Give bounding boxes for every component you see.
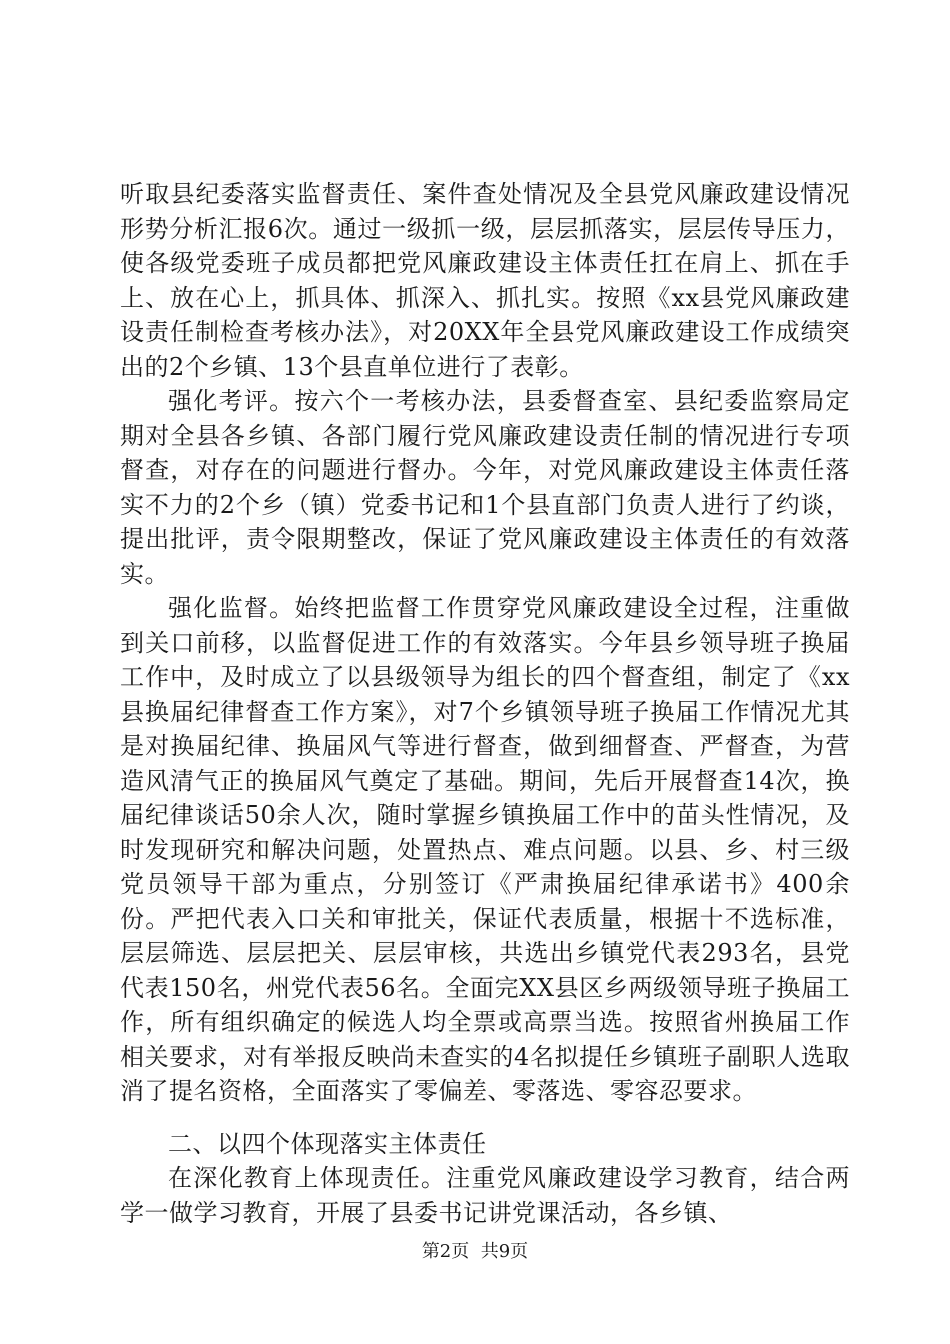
body-paragraph-4: 在深化教育上体现责任。注重党风廉政建设学习教育，结合两学一做学习教育，开展了县委书记讲党课活动，各乡镇、 <box>120 1164 850 1227</box>
document-body <box>120 177 850 1230</box>
body-paragraph-1: 听取县纪委落实监督责任、案件查处情况及全县党风廉政建设情况形势分析汇报6次。通过一级抓一级，层层抓落实，层层传导压力，使各级党委班子成员都把党风廉政建设主体责任扛在肩上、抓在手上、放在心上，抓具体、抓深入、抓扎实。按照《xx县党风廉政建设责任制检查考核办法》，对20XX年全县党风廉政建设工作成绩突出的2个乡镇、13个县直单位进行了表彰。 <box>120 180 850 381</box>
body-paragraph-3: 强化监督。始终把监督工作贯穿党风廉政建设全过程，注重做到关口前移，以监督促进工作的有效落实。今年县乡领导班子换届工作中，及时成立了以县级领导为组长的四个督查组，制定了《xx县换届纪律督查工作方案》，对7个乡镇领导班子换届工作情况尤其是对换届纪律、换届风气等进行督查，做到细督查、严督查，为营造风清气正的换届风气奠定了基础。期间，先后开展督查14次，换届纪律谈话50余人次，随时掌握乡镇换届工作中的苗头性情况，及时发现研究和解决问题，处置热点、难点问题。以县、乡、村三级党员领导干部为重点，分别签订《严肃换届纪律承诺书》400余份。严把代表入口关和审批关，保证代表质量，根据十不选标准，层层筛选、层层把关、层层审核，共选出乡镇党代表293名，县党代表150名，州党代表56名。全面完XX县区乡两级领导班子换届工作，所有组织确定的候选人均全票或高票当选。按照省州换届工作相关要求，对有举报反映尚未查实的4名拟提任乡镇班子副职人选取消了提名资格，全面落实了零偏差、零落选、零容忍要求。 <box>120 594 850 1105</box>
section-heading: 二、以四个体现落实主体责任 <box>168 1129 487 1158</box>
page-number-footer: 第2页 共9页 <box>421 1241 529 1262</box>
body-paragraph-2: 强化考评。按六个一考核办法，县委督查室、县纪委监察局定期对全县各乡镇、各部门履行党风廉政建设责任制的情况进行专项督查，对存在的问题进行督办。今年，对党风廉政建设主体责任落实不力的2个乡（镇）党委书记和1个县直部门负责人进行了约谈，提出批评，责令限期整改，保证了党风廉政建设主体责任的有效落实。 <box>120 387 850 588</box>
